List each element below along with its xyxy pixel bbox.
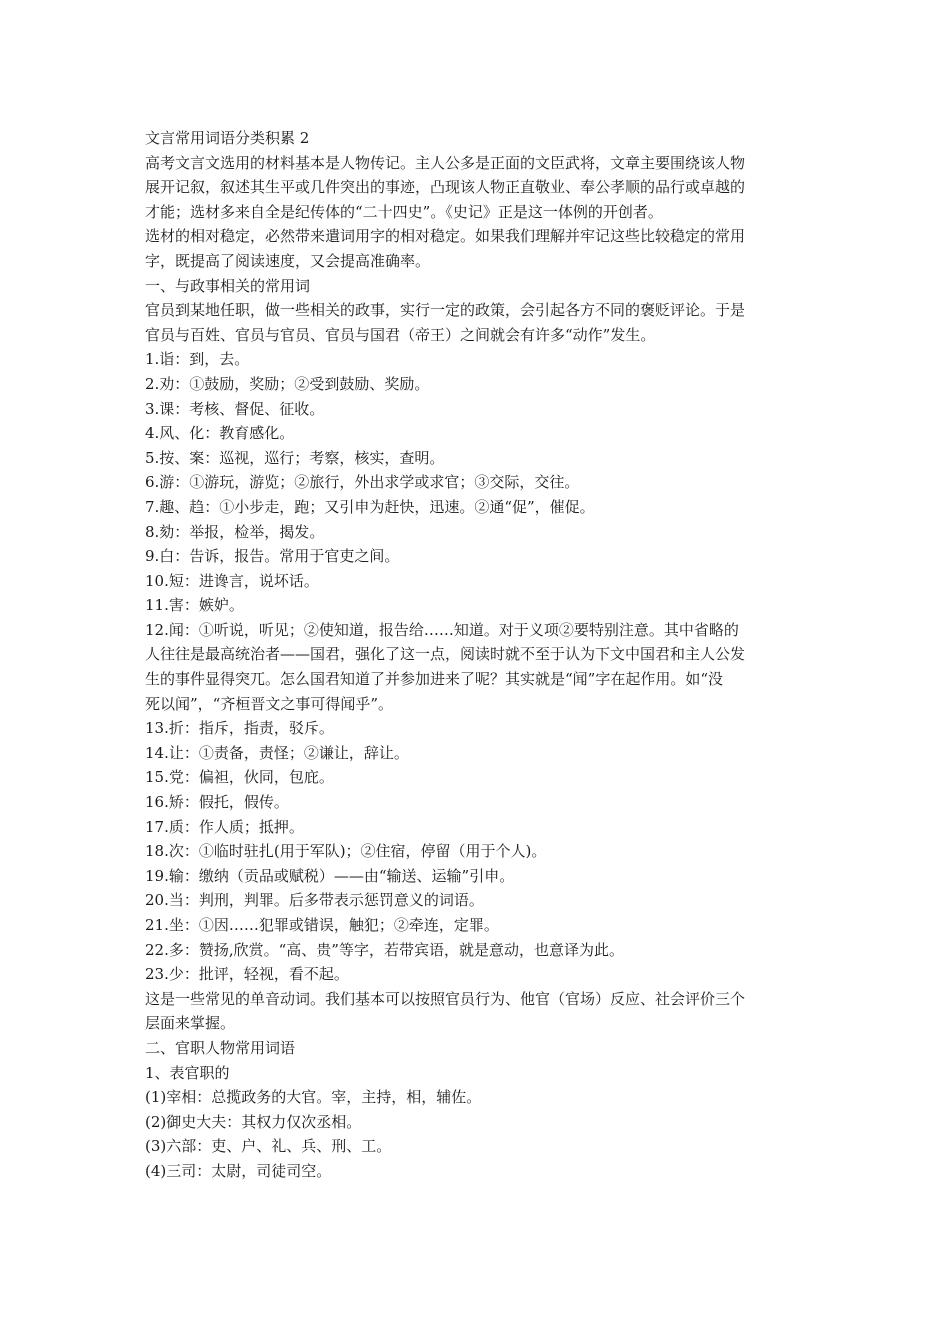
text-line: 字，既提高了阅读速度，又会提高准确率。 [145, 251, 431, 270]
document-title: 文言常用词语分类积累 2 [145, 129, 310, 147]
list-item: 8.劾：举报，检举，揭发。 [145, 522, 325, 541]
list-item: 4.风、化：教育感化。 [145, 424, 295, 443]
list-item: 11.害：嫉妒。 [145, 596, 244, 615]
list-item: 18.次：①临时驻扎(用于军队)；②住宿，停留（用于个人)。 [145, 842, 547, 861]
text-line: 层面来掌握。 [145, 1014, 236, 1033]
list-item: (4)三司：太尉，司徒司空。 [145, 1161, 332, 1180]
list-item: 10.短：进谗言，说坏话。 [145, 571, 319, 590]
section-heading: 二、官职人物常用词语 [145, 1038, 296, 1057]
list-item: 13.折：指斥，指责，驳斥。 [145, 719, 334, 738]
section-heading: 一、与政事相关的常用词 [145, 276, 311, 295]
list-item: 19.输：缴纳（贡品或赋税）——由“输送、运输”引申。 [145, 866, 515, 885]
list-item: 17.质：作人质；抵押。 [145, 817, 304, 836]
text-line: 展开记叙，叙述其生平或几件突出的事迹，凸现该人物正直敬业、奉公孝顺的品行或卓越的 [145, 178, 746, 197]
list-item: (2)御史大夫：其权力仅次丞相。 [145, 1112, 362, 1131]
text-line: 才能；选材多来自全是纪传体的“二十四史”。《史记》正是这一体例的开创者。 [145, 202, 663, 221]
text-line: 生的事件显得突兀。怎么国君知道了并参加进来了呢？其实就是“闻”字在起作用。如“没 [145, 670, 724, 689]
text-line: 死以闻”，“齐桓晋文之事可得闻乎”。 [145, 694, 394, 713]
list-item: 3.课：考核、督促、征收。 [145, 399, 325, 418]
list-item: 2.劝：①鼓励，奖励；②受到鼓励、奖励。 [145, 374, 430, 393]
list-item: 20.当：判刑，判罪。后多带表示惩罚意义的词语。 [145, 891, 484, 910]
list-item: 15.党：偏袒，伙同，包庇。 [145, 768, 334, 787]
list-item: 5.按、案：巡视，巡行；考察，核实，查明。 [145, 448, 445, 467]
list-item: (3)六部：吏、户、礼、兵、刑、工。 [145, 1137, 392, 1156]
subsection-heading: 1、表官职的 [145, 1063, 230, 1082]
text-line: 官员到某地任职，做一些相关的政事，实行一定的政策，会引起各方不同的褒贬评论。于是 [145, 301, 746, 320]
text-line: 选材的相对稳定，必然带来遣词用字的相对稳定。如果我们理解并牢记这些比较稳定的常用 [145, 227, 746, 246]
list-item: 1.诣：到，去。 [145, 350, 250, 369]
document-body [145, 126, 825, 1184]
text-line: 官员与百姓、官员与官员、官员与国君（帝王）之间就会有许多“动作”发生。 [145, 325, 656, 344]
list-item: 21.坐：①因……犯罪或错误，触犯；②牵连，定罪。 [145, 916, 499, 934]
text-line: 高考文言文选用的材料基本是人物传记。主人公多是正面的文臣武将，文章主要围绕该人物 [145, 153, 746, 172]
list-item: 6.游：①游玩，游览；②旅行，外出求学或求官；③交际，交往。 [145, 473, 580, 492]
list-item: 23.少：批评，轻视，看不起。 [145, 965, 349, 984]
list-item: 7.趣、趋：①小步走，跑；又引申为赶快，迅速。②通“促”，催促。 [145, 497, 595, 516]
list-item: 12.闻：①听说，听见；②使知道，报告给……知道。对于义项②要特别注意。其中省略的 [145, 620, 739, 639]
list-item: 22.多：赞扬,欣赏。“高、贵”等字，若带宾语，就是意动，也意译为此。 [145, 940, 624, 959]
text-line: 这是一些常见的单音动词。我们基本可以按照官员行为、他官（官场）反应、社会评价三个 [145, 989, 746, 1008]
list-item: 9.白：告诉，报告。常用于官吏之间。 [145, 547, 400, 566]
text-line: 人往往是最高统治者——国君，强化了这一点，阅读时就不至于认为下文中国君和主人公发 [145, 645, 746, 664]
list-item: (1)宰相：总揽政务的大官。宰，主持，相，辅佐。 [145, 1088, 482, 1107]
list-item: 14.让：①责备，责怪；②谦让，辞让。 [145, 743, 409, 762]
list-item: 16.矫：假托，假传。 [145, 793, 289, 812]
